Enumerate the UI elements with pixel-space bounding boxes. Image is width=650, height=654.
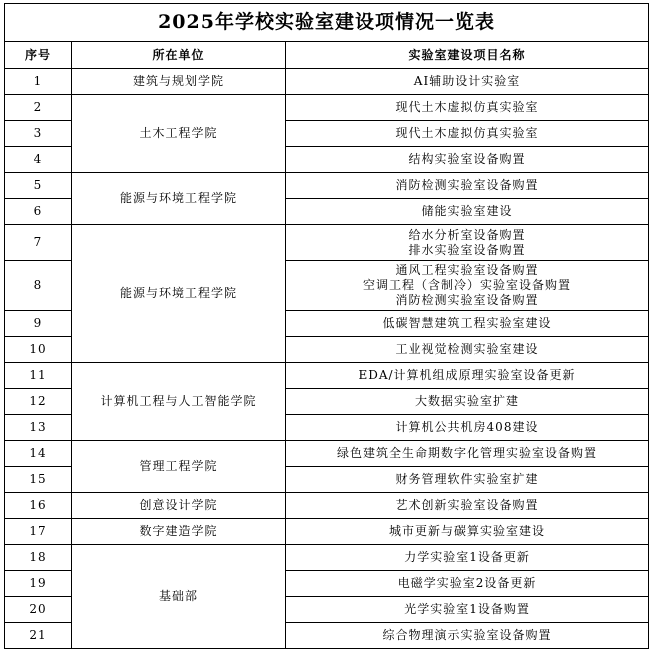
row-number: 8 — [5, 261, 72, 311]
project-line: AI辅助设计实验室 — [413, 74, 521, 88]
project-line: EDA/计算机组成原理实验室设备更新 — [358, 368, 576, 382]
row-number: 6 — [5, 199, 72, 225]
project-name — [286, 121, 649, 147]
row-number: 15 — [5, 467, 72, 493]
project-line: 财务管理软件实验室扩建 — [395, 472, 539, 486]
table-row — [5, 493, 649, 519]
header-project: 实验室建设项目名称 — [286, 42, 649, 69]
table-row — [5, 363, 649, 389]
project-name — [286, 363, 649, 389]
row-number: 5 — [5, 173, 72, 199]
table-row — [5, 173, 649, 199]
unit-name: 土木工程学院 — [72, 95, 286, 173]
row-number: 13 — [5, 415, 72, 441]
project-line: 结构实验室设备购置 — [408, 152, 526, 166]
project-name — [286, 95, 649, 121]
project-name — [286, 337, 649, 363]
project-line: 消防检测实验室设备购置 — [395, 293, 539, 307]
row-number: 12 — [5, 389, 72, 415]
table-row — [5, 441, 649, 467]
project-line: 工业视觉检测实验室建设 — [395, 342, 539, 356]
table-title: 2025年学校实验室建设项情况一览表 — [5, 4, 649, 42]
lab-construction-table — [4, 3, 649, 649]
row-number: 3 — [5, 121, 72, 147]
project-name — [286, 147, 649, 173]
row-number: 1 — [5, 69, 72, 95]
project-name — [286, 441, 649, 467]
row-number: 2 — [5, 95, 72, 121]
project-line: 消防检测实验室设备购置 — [395, 178, 539, 192]
project-line: 现代土木虚拟仿真实验室 — [395, 100, 539, 114]
project-name — [286, 389, 649, 415]
row-number: 17 — [5, 519, 72, 545]
header-row — [5, 42, 649, 69]
table-row — [5, 519, 649, 545]
row-number: 20 — [5, 597, 72, 623]
title-row — [5, 4, 649, 42]
project-name — [286, 597, 649, 623]
project-name — [286, 467, 649, 493]
unit-name: 管理工程学院 — [72, 441, 286, 493]
project-line: 储能实验室建设 — [421, 204, 513, 218]
row-number: 16 — [5, 493, 72, 519]
unit-name: 计算机工程与人工智能学院 — [72, 363, 286, 441]
row-number: 10 — [5, 337, 72, 363]
project-name — [286, 623, 649, 649]
row-number: 21 — [5, 623, 72, 649]
project-line: 给水分析室设备购置 — [408, 227, 526, 242]
project-name — [286, 261, 649, 311]
project-line: 艺术创新实验室设备购置 — [395, 498, 539, 512]
project-name — [286, 519, 649, 545]
unit-name: 能源与环境工程学院 — [72, 173, 286, 225]
row-number: 19 — [5, 571, 72, 597]
unit-name: 建筑与规划学院 — [72, 69, 286, 95]
row-number: 11 — [5, 363, 72, 389]
project-line: 电磁学实验室2设备更新 — [397, 576, 537, 590]
table-row — [5, 225, 649, 261]
project-line: 大数据实验室扩建 — [415, 394, 520, 408]
project-name — [286, 545, 649, 571]
project-line: 光学实验室1设备购置 — [404, 602, 530, 616]
project-line: 力学实验室1设备更新 — [404, 550, 530, 564]
row-number: 18 — [5, 545, 72, 571]
project-line: 低碳智慧建筑工程实验室建设 — [382, 316, 552, 330]
project-line: 城市更新与碳算实验室建设 — [389, 524, 546, 538]
project-name — [286, 415, 649, 441]
project-line: 通风工程实验室设备购置 — [395, 263, 539, 277]
project-name — [286, 225, 649, 261]
unit-name: 能源与环境工程学院 — [72, 225, 286, 363]
project-name — [286, 493, 649, 519]
unit-name: 基础部 — [72, 545, 286, 649]
unit-name: 数字建造学院 — [72, 519, 286, 545]
table-row — [5, 95, 649, 121]
project-line: 绿色建筑全生命期数字化管理实验室设备购置 — [337, 446, 598, 460]
table-row — [5, 69, 649, 95]
project-line: 综合物理演示实验室设备购置 — [382, 628, 552, 642]
project-name — [286, 69, 649, 95]
table-row — [5, 545, 649, 571]
row-number: 4 — [5, 147, 72, 173]
unit-name: 创意设计学院 — [72, 493, 286, 519]
project-name — [286, 173, 649, 199]
project-line: 现代土木虚拟仿真实验室 — [395, 126, 539, 140]
project-line: 计算机公共机房408建设 — [395, 420, 539, 434]
row-number: 7 — [5, 225, 72, 261]
project-name — [286, 571, 649, 597]
header-unit: 所在单位 — [72, 42, 286, 69]
project-name — [286, 311, 649, 337]
project-line: 排水实验室设备购置 — [408, 242, 526, 257]
project-line: 空调工程（含制冷）实验室设备购置 — [363, 278, 572, 292]
project-name — [286, 199, 649, 225]
row-number: 9 — [5, 311, 72, 337]
header-num: 序号 — [5, 42, 72, 69]
row-number: 14 — [5, 441, 72, 467]
